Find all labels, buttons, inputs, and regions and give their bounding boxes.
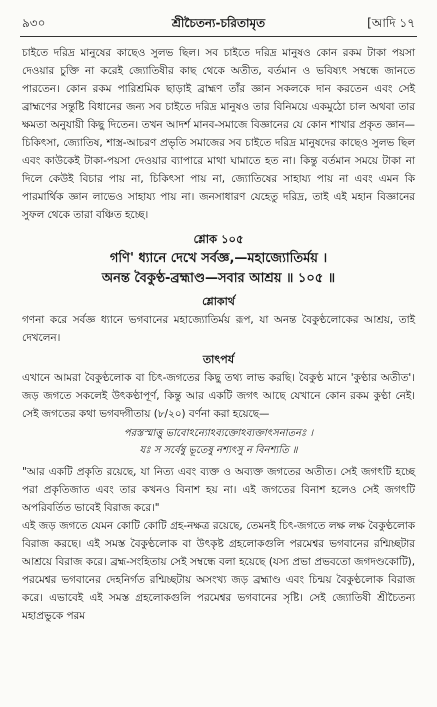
gita-quote-line-2: যঃ স সর্বেষু ভূতেষু নশ্যৎসু ন বিনশ্যতি ॥ bbox=[139, 445, 298, 456]
sloka-line-2: অনন্ত বৈকুণ্ঠ-ব্রহ্মাণ্ড—সবার আশ্রয় ॥ ১০৫ ॥ bbox=[101, 271, 336, 286]
sloka-heading: শ্লোক ১০৫ bbox=[193, 232, 244, 246]
book-title: শ্রীচৈতন্য-চরিতামৃত bbox=[171, 16, 266, 30]
gita-quote-line-1: পরস্তস্মাত্তু ভাবোঽন্যোঽব্যক্তোঽব্যক্তাৎসনাতনঃ । bbox=[123, 428, 314, 439]
chapter-label: [আদি ১৭ bbox=[367, 16, 415, 30]
translation-heading: শ্লোকার্থ bbox=[202, 295, 235, 308]
page-body bbox=[22, 44, 415, 625]
purport-paragraph-1: এখানে আমরা বৈকুণ্ঠলোক বা চিৎ-জগতের কিছু তথ্য লাভ করছি। বৈকুণ্ঠ মানে 'কুণ্ঠার অতীত'। জড় জগতে সকলেই উৎকণ্ঠাপূর্ণ, কিন্তু আর একটি জগৎ আছে যেখানে কোন রকম কুণ্ঠা নেই। সেই জগতের কথা ভগবদ্গীতায় (৮/২০) বর্ণনা করা হয়েছে— bbox=[22, 372, 415, 420]
purport-heading: তাৎপর্য bbox=[202, 353, 235, 366]
translation-text: গণনা করে সর্বজ্ঞ ধ্যানে ভগবানের মহাজ্যোতির্ময় রূপ, যা অনন্ত বৈকুণ্ঠলোকের আশ্রয়, তাই দেখলেন। bbox=[22, 314, 415, 344]
purport-paragraph-3: এই জড় জগতে যেমন কোটি কোটি গ্রহ-নক্ষত্র রয়েছে, তেমনই চিৎ-জগতে লক্ষ লক্ষ বৈকুণ্ঠলোক বিরাজ করছে। এই সমস্ত বৈকুণ্ঠলোক বা উৎকৃষ্ট গ্রহলোকগুলি পরমেশ্বর ভগবানের রশ্মিচ্ছটার আশ্রয়ে বিরাজ করে। ব্রহ্ম-সংহিতায় সেই সম্বন্ধে বলা হয়েছে (যস্য প্রভা প্রভবতো জগদণ্ডকোটি), পরমেশ্বর ভগবানের দেহনির্গত রশ্মিচ্ছটায় অসংখ্য জড় ব্রহ্মাণ্ড এবং চিন্ময় বৈকুণ্ঠলোক বিরাজ করে। এভাবেই এই সমস্ত গ্রহলোকগুলি পরমেশ্বর ভগবানের সৃষ্টি। সেই জ্যোতিষী শ্রীচৈতন্য মহাপ্রভুকে পরম bbox=[22, 520, 415, 622]
gita-quote bbox=[22, 425, 415, 459]
sloka-line-1: গণি' ধ্যানে দেখে সর্বজ্ঞ,—মহাজ্যোতির্ময় । bbox=[109, 251, 328, 266]
body-paragraph: চাইতে দরিদ্র মানুষের কাছেও সুলভ ছিল। সব চাইতে দরিদ্র মানুষও কোন রকম টাকা পয়সা দেওয়ার চুক্তি না করেই জ্যোতিষীর কাছ থেকে অতীত, বর্তমান ও ভবিষ্যৎ সম্বন্ধে জানতে পারতেন। কোন রকম পারিশ্রমিক ছাড়াই ব্রাহ্মণ তাঁর জ্ঞান সকলকে দান করতেন এবং সেই ব্রাহ্মণের সন্তুষ্টি বিধানের জন্য সব চাইতে দরিদ্র মানুষও তার বিনিময়ে একমুঠো চাল অথবা তার ক্ষমতা অনুযায়ী কিছু দিতেন। তখন আদর্শ মানব-সমাজে বিজ্ঞানের যে কোন শাখার প্রকৃত জ্ঞান—চিকিৎসা, জ্যোতিষ, শাস্ত্র-আচরণ প্রভৃতি সমাজের সব চাইতে দরিদ্র মানুষদের কাছেও সুলভ ছিল এবং কাউকেই টাকা-পয়সা দেওয়ার ব্যাপারে মাথা ঘামাতে হত না। কিন্তু বর্তমান সময়ে টাকা না দিলে কেউই বিচার পায় না, চিকিৎসা পায় না, জ্যোতিষের সাহায্য পায় না এবং এমন কি পারমার্থিক জ্ঞান লাভেও সাহায্য পায় না। জনসাধারণ যেহেতু দরিদ্র, তাই এই মহান বিজ্ঞানের সুফল থেকে তারা বঞ্চিত হচ্ছে। bbox=[22, 47, 415, 221]
page-number: ৯৩০ bbox=[22, 16, 46, 30]
header-rule bbox=[20, 36, 417, 37]
page-header bbox=[22, 14, 415, 32]
purport-paragraph-2: "আর একটি প্রকৃতি রয়েছে, যা নিত্য এবং ব্যক্ত ও অব্যক্ত জগতের অতীত। সেই জগৎটি হচ্ছে পরা প্রকৃতিজাত এবং তার কখনও বিনাশ হয় না। এই জগতের বিনাশ হলেও সেই জগৎটি অপরিবর্তিত ভাবেই বিরাজ করে।" bbox=[22, 466, 415, 514]
